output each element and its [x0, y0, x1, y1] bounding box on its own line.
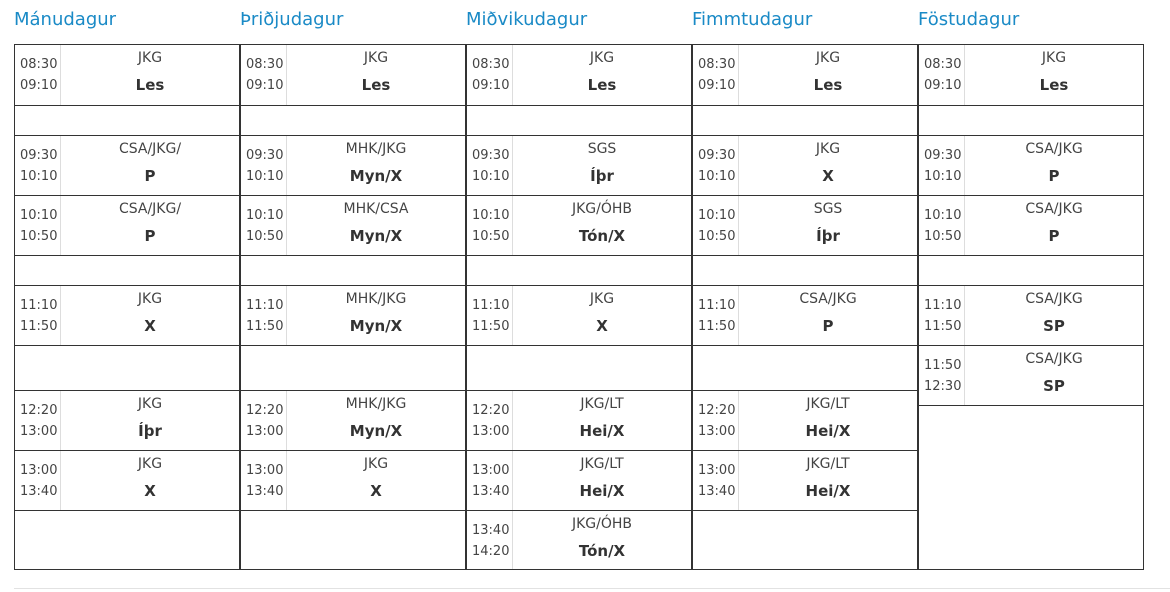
lesson-teacher: CSA/JKG — [1025, 351, 1083, 367]
lesson-teacher: MHK/JKG — [345, 396, 407, 412]
lesson-times: 11:10 11:50 — [15, 286, 61, 345]
lesson-teacher: JKG — [363, 456, 389, 472]
lesson-cell — [15, 45, 239, 105]
day-column-thursday — [692, 44, 918, 570]
break-cell — [467, 255, 691, 285]
lesson-times: 09:30 10:10 — [467, 136, 513, 195]
lesson-cell — [467, 135, 691, 195]
lesson-subject: Les — [1039, 76, 1069, 94]
lesson-subject: SP — [1043, 317, 1065, 335]
break-cell — [241, 255, 465, 285]
lesson-cell — [15, 285, 239, 345]
lesson-subject: P — [144, 167, 156, 185]
lesson-subject: X — [144, 317, 156, 335]
lesson-times: 11:10 11:50 — [919, 286, 965, 345]
lesson-subject: X — [822, 167, 834, 185]
lesson-cell — [693, 285, 917, 345]
lesson-teacher: MHK/JKG — [345, 291, 407, 307]
lesson-cell — [241, 195, 465, 255]
lesson-cell — [693, 45, 917, 105]
day-heading-friday: Föstudagur — [918, 9, 1020, 30]
empty-cell — [15, 510, 239, 569]
lesson-times: 08:30 09:10 — [467, 45, 513, 105]
lesson-cell — [693, 195, 917, 255]
lesson-teacher: JKG — [1041, 50, 1067, 66]
lesson-subject: Íþr — [816, 227, 840, 245]
break-cell — [241, 345, 465, 390]
lesson-times: 10:10 10:50 — [241, 196, 287, 255]
break-cell — [467, 345, 691, 390]
lesson-cell — [241, 450, 465, 510]
lesson-times: 11:10 11:50 — [693, 286, 739, 345]
lesson-subject: Hei/X — [805, 422, 851, 440]
lesson-subject: Hei/X — [579, 422, 625, 440]
lesson-times: 13:00 13:40 — [693, 451, 739, 510]
lesson-subject: Íþr — [138, 422, 162, 440]
break-cell — [467, 105, 691, 135]
lesson-cell — [467, 450, 691, 510]
lesson-teacher: JKG/LT — [806, 396, 850, 412]
lesson-times: 09:30 10:10 — [919, 136, 965, 195]
lesson-times: 08:30 09:10 — [15, 45, 61, 105]
lesson-teacher: CSA/JKG — [1025, 291, 1083, 307]
lesson-subject: Myn/X — [349, 422, 403, 440]
lesson-cell — [919, 345, 1143, 405]
lesson-cell — [467, 195, 691, 255]
empty-cell — [693, 510, 917, 569]
break-cell — [693, 255, 917, 285]
lesson-times: 09:30 10:10 — [693, 136, 739, 195]
break-cell — [919, 105, 1143, 135]
lesson-teacher: JKG/ÓHB — [571, 516, 633, 532]
lesson-teacher: SGS — [587, 141, 617, 157]
break-cell — [693, 345, 917, 390]
lesson-subject: Myn/X — [349, 317, 403, 335]
day-column-wednesday — [466, 44, 692, 570]
lesson-times: 10:10 10:50 — [693, 196, 739, 255]
lesson-subject: Myn/X — [349, 227, 403, 245]
day-heading-monday: Mánudagur — [14, 9, 117, 30]
lesson-cell — [467, 285, 691, 345]
lesson-cell — [15, 195, 239, 255]
lesson-times: 11:10 11:50 — [241, 286, 287, 345]
lesson-teacher: JKG — [363, 50, 389, 66]
lesson-times: 12:20 13:00 — [241, 391, 287, 450]
lesson-teacher: JKG — [589, 50, 615, 66]
lesson-teacher: CSA/JKG — [1025, 201, 1083, 217]
break-cell — [15, 345, 239, 390]
lesson-subject: Íþr — [590, 167, 614, 185]
lesson-teacher: JKG/LT — [806, 456, 850, 472]
lesson-times: 12:20 13:00 — [15, 391, 61, 450]
break-cell — [241, 105, 465, 135]
lesson-times: 08:30 09:10 — [919, 45, 965, 105]
empty-cell — [919, 405, 1143, 569]
lesson-times: 10:10 10:50 — [15, 196, 61, 255]
lesson-teacher: JKG/ÓHB — [571, 201, 633, 217]
lesson-cell — [241, 45, 465, 105]
lesson-cell — [693, 135, 917, 195]
lesson-cell — [15, 390, 239, 450]
lesson-subject: Hei/X — [579, 482, 625, 500]
lesson-cell — [919, 195, 1143, 255]
lesson-teacher: JKG — [137, 50, 163, 66]
lesson-cell — [467, 390, 691, 450]
lesson-subject: Tón/X — [578, 227, 626, 245]
lesson-times: 11:50 12:30 — [919, 346, 965, 405]
break-cell — [693, 105, 917, 135]
lesson-teacher: MHK/JKG — [345, 141, 407, 157]
lesson-cell — [693, 450, 917, 510]
lesson-subject: X — [370, 482, 382, 500]
footer-divider — [14, 588, 1170, 589]
lesson-subject: P — [822, 317, 834, 335]
lesson-subject: Les — [361, 76, 391, 94]
lesson-teacher: CSA/JKG — [799, 291, 857, 307]
lesson-times: 10:10 10:50 — [467, 196, 513, 255]
lesson-teacher: JKG — [137, 456, 163, 472]
lesson-teacher: CSA/JKG/ — [118, 201, 182, 217]
lesson-times: 09:30 10:10 — [241, 136, 287, 195]
lesson-teacher: JKG — [815, 50, 841, 66]
day-heading-tuesday: Þriðjudagur — [240, 9, 344, 30]
lesson-subject: X — [596, 317, 608, 335]
lesson-subject: Tón/X — [578, 542, 626, 560]
lesson-times: 10:10 10:50 — [919, 196, 965, 255]
lesson-times: 13:00 13:40 — [15, 451, 61, 510]
day-column-friday — [918, 44, 1144, 570]
lesson-teacher: JKG — [137, 396, 163, 412]
lesson-subject: P — [144, 227, 156, 245]
lesson-cell — [241, 390, 465, 450]
lesson-cell — [467, 45, 691, 105]
lesson-times: 13:00 13:40 — [241, 451, 287, 510]
lesson-cell — [241, 135, 465, 195]
lesson-cell — [919, 45, 1143, 105]
empty-cell — [241, 510, 465, 569]
break-cell — [919, 255, 1143, 285]
day-heading-wednesday: Miðvikudagur — [466, 9, 588, 30]
lesson-times: 08:30 09:10 — [693, 45, 739, 105]
lesson-times: 13:00 13:40 — [467, 451, 513, 510]
lesson-subject: P — [1048, 167, 1060, 185]
day-column-tuesday — [240, 44, 466, 570]
lesson-times: 09:30 10:10 — [15, 136, 61, 195]
lesson-times: 12:20 13:00 — [467, 391, 513, 450]
lesson-cell — [15, 135, 239, 195]
lesson-times: 08:30 09:10 — [241, 45, 287, 105]
lesson-subject: X — [144, 482, 156, 500]
lesson-teacher: JKG/LT — [580, 456, 624, 472]
lesson-teacher: JKG — [589, 291, 615, 307]
lesson-subject: Les — [135, 76, 165, 94]
day-column-monday — [14, 44, 240, 570]
lesson-teacher: CSA/JKG/ — [118, 141, 182, 157]
lesson-cell — [467, 510, 691, 569]
lesson-subject: Les — [813, 76, 843, 94]
lesson-cell — [15, 450, 239, 510]
lesson-cell — [919, 285, 1143, 345]
break-cell — [15, 255, 239, 285]
lesson-times: 11:10 11:50 — [467, 286, 513, 345]
lesson-teacher: JKG — [137, 291, 163, 307]
lesson-teacher: MHK/CSA — [343, 201, 409, 217]
lesson-teacher: SGS — [813, 201, 843, 217]
lesson-times: 13:40 14:20 — [467, 511, 513, 569]
day-heading-thursday: Fimmtudagur — [692, 9, 813, 30]
lesson-cell — [919, 135, 1143, 195]
lesson-subject: Hei/X — [805, 482, 851, 500]
lesson-teacher: CSA/JKG — [1025, 141, 1083, 157]
lesson-subject: SP — [1043, 377, 1065, 395]
lesson-cell — [241, 285, 465, 345]
lesson-subject: P — [1048, 227, 1060, 245]
lesson-teacher: JKG/LT — [580, 396, 624, 412]
lesson-subject: Les — [587, 76, 617, 94]
lesson-teacher: JKG — [815, 141, 841, 157]
break-cell — [15, 105, 239, 135]
lesson-subject: Myn/X — [349, 167, 403, 185]
lesson-times: 12:20 13:00 — [693, 391, 739, 450]
lesson-cell — [693, 390, 917, 450]
